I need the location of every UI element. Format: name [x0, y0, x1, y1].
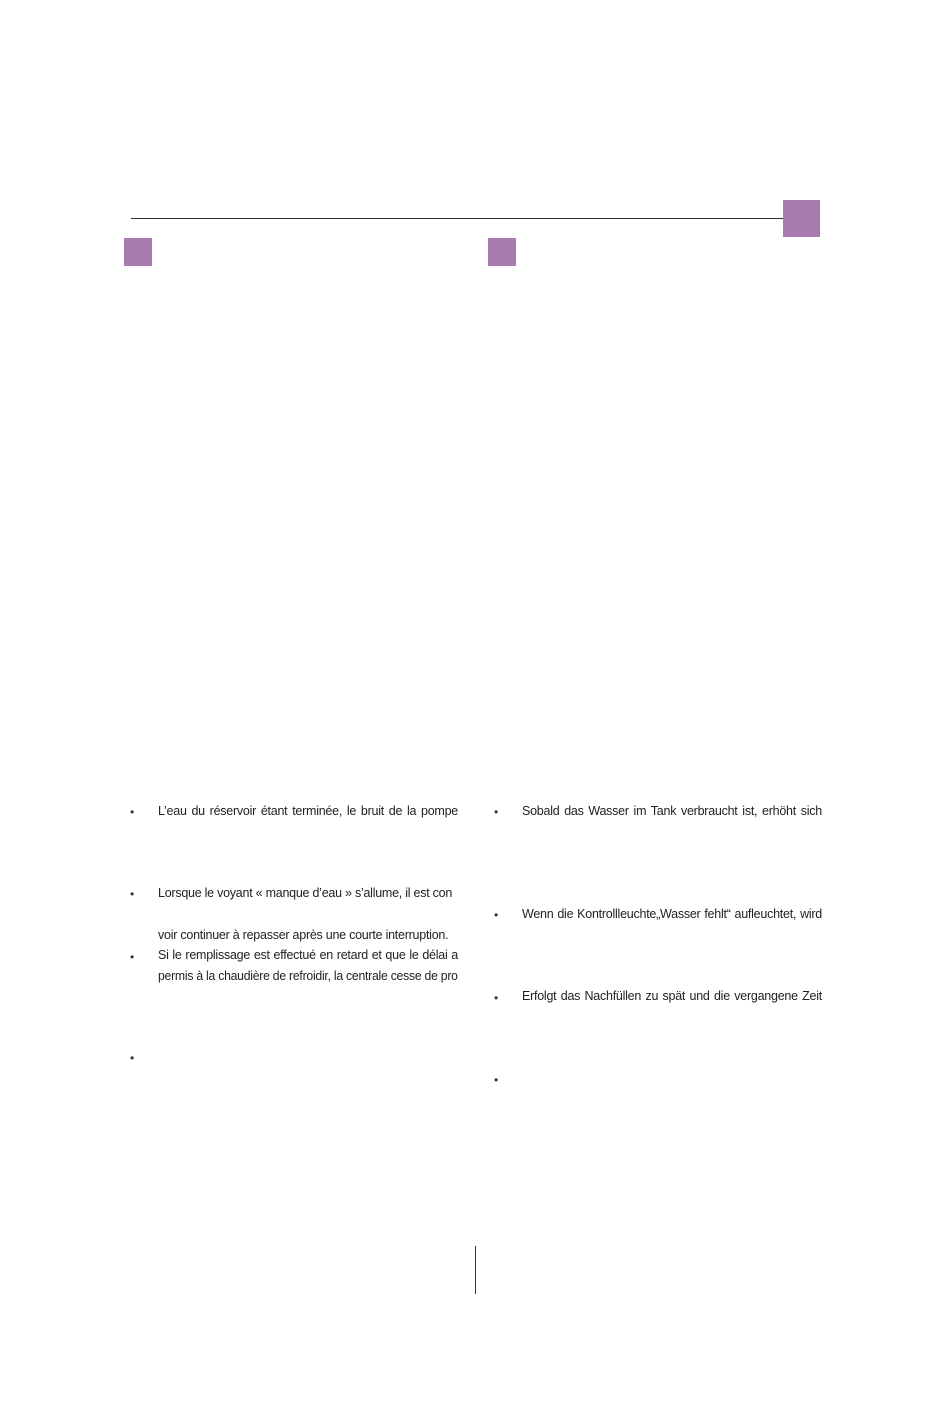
german-item-3-line-1: Erfolgt das Nachfüllen zu spät und die vergangene Zeit [522, 989, 822, 1003]
french-item-2-line-2: voir continuer à repasser après une courte interruption. [158, 928, 449, 942]
page-tab-marker [783, 200, 820, 237]
french-item-3-line-2: permis à la chaudière de refroidir, la centrale cesse de pro [158, 969, 458, 983]
page-number-divider [475, 1246, 476, 1294]
bullet-point: • [130, 887, 135, 901]
french-section-marker [124, 238, 152, 266]
bullet-point: • [130, 950, 135, 964]
bullet-point: • [494, 1073, 499, 1087]
german-item-2-line-1: Wenn die Kontrollleuchte„Wasser fehlt“ aufleuchtet, wird [522, 907, 822, 921]
french-item-3-line-1: Si le remplissage est effectué en retard et que le délai a [158, 948, 458, 962]
header-rule [131, 218, 783, 219]
french-item-1-line-1: L’eau du réservoir étant terminée, le bruit de la pompe [158, 804, 458, 818]
german-section-marker [488, 238, 516, 266]
german-item-1-line-1: Sobald das Wasser im Tank verbraucht ist, erhöht sich [522, 804, 822, 818]
bullet-point: • [494, 805, 499, 819]
bullet-point: • [494, 908, 499, 922]
french-item-2-line-1: Lorsque le voyant « manque d’eau » s’allume, il est con [158, 886, 453, 900]
bullet-point: • [494, 991, 499, 1005]
bullet-point: • [130, 805, 135, 819]
bullet-point: • [130, 1051, 135, 1065]
